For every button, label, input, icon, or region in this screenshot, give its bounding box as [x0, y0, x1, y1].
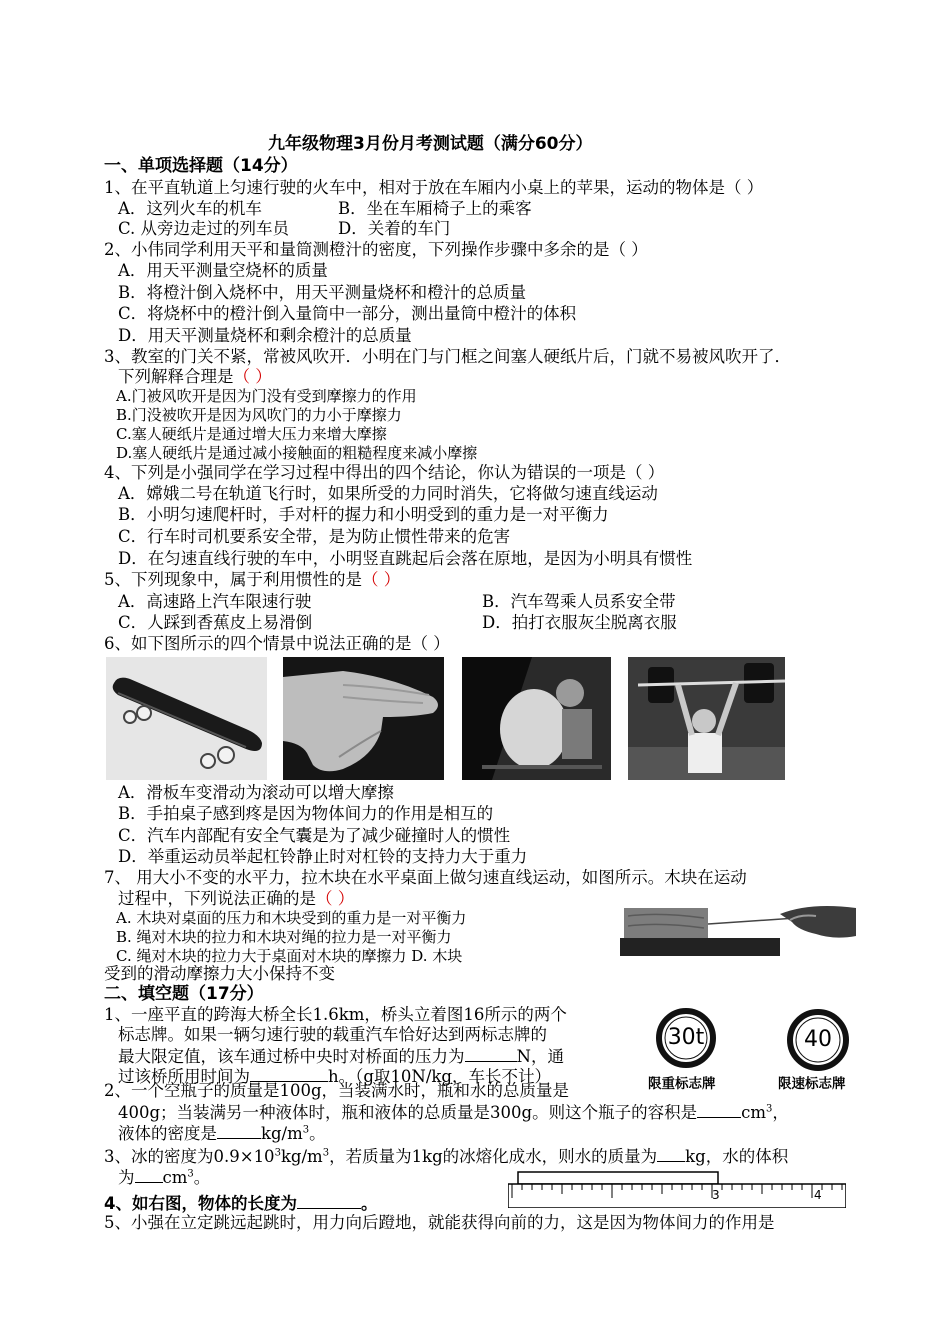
q2-stem: 2、小伟同学利用天平和量筒测橙汁的密度，下列操作步骤中多余的是（ ） [104, 240, 648, 259]
f1-line3 [118, 1045, 564, 1067]
weightlifter-icon [628, 657, 785, 780]
q7-stem-text: 过程中，下列说法正确的是 [118, 889, 316, 908]
q4-option-a: A．嫦娥二号在轨道飞行时，如果所受的力同时消失，它将做匀速直线运动 [118, 484, 658, 503]
f3-text-b: kg/m [280, 1147, 323, 1166]
f3-line1: 3、冰的密度为$0.9\times 10^3kg/m^3$，若质量为1kg的冰熔化成水，则水的质量为 kg，水的体积 [104, 1147, 789, 1166]
q3-option-d: D.塞人硬纸片是通过减小接触面的粗糙程度来减小摩擦 [116, 444, 478, 462]
q7-option-d: 受到的滑动摩擦力大小保持不变 [104, 964, 335, 983]
f1-line1: 1、一座平直的跨海大桥全长1.6km，桥头立着图16所示的两个 [104, 1005, 567, 1024]
q7-option-b: B. 绳对木块的拉力和木块对绳的拉力是一对平衡力 [116, 928, 452, 946]
f2-line3: 液体的密度是 $kg/m^3$。 [118, 1124, 326, 1143]
f2-volume-unit: cm [741, 1103, 767, 1122]
q4-option-d: D．在匀速直线行驶的车中，小明竖直跳起后会落在原地，是因为小明具有惯性 [118, 549, 693, 568]
q6-option-d: D．举重运动员举起杠铃静止时对杠铃的支持力大于重力 [118, 847, 528, 866]
f4-end: 。 [360, 1194, 378, 1213]
q3-stem: 3、教室的门关不紧，常被风吹开．小明在门与门框之间塞人硬纸片后，门就不易被风吹开了． [104, 347, 791, 366]
f3-text-c: ，若质量为1kg的冰熔化成水，则水的质量为 [329, 1147, 658, 1166]
f5-line: 5、小强在立定跳远起跳时，用力向后蹬地，就能获得向前的力，这是因为物体间力的作用是 [104, 1213, 775, 1232]
q1-option-a: A．这列火车的机车 [118, 199, 262, 218]
ruler-label-3: 3 [712, 1188, 720, 1202]
q5-option-b: B．汽车驾乘人员系安全带 [482, 592, 676, 611]
f2-line1: 2、一个空瓶子的质量是100g，当装满水时，瓶和水的总质量是 [104, 1081, 570, 1100]
q5-option-c: C．人踩到香蕉皮上易滑倒 [118, 613, 313, 632]
q7-option-c: C. 绳对木块的拉力大于桌面对木块的摩擦力 D. 木块 [116, 947, 463, 965]
q3-stem-cont [118, 367, 272, 387]
f1-line2: 标志牌。如果一辆匀速行驶的载重汽车恰好达到两标志牌的 [118, 1025, 547, 1044]
q7-option-a: A. 木块对桌面的压力和木块受到的重力是一对平衡力 [116, 909, 467, 927]
f2-line3-text: 液体的密度是 [118, 1124, 217, 1143]
page-title: 九年级物理3月份月考测试题（满分60分） [268, 134, 593, 154]
weight-limit-sign [648, 1008, 736, 1098]
q2-option-d: D．用天平测量烧杯和剩余橙汁的总质量 [118, 326, 412, 345]
f1-time-blank[interactable] [250, 1065, 328, 1082]
airbag-photo [462, 657, 611, 780]
f2-volume-blank[interactable] [697, 1101, 741, 1118]
skateboard-photo [106, 657, 267, 780]
f3-volume-unit: cm [162, 1168, 188, 1187]
section-heading-choice: 一、单项选择题（14分） [104, 156, 298, 176]
q6-option-b: B．手拍桌子感到疼是因为物体间力的作用是相互的 [118, 804, 494, 823]
q5-stem: 5、下列现象中，属于利用惯性的是 [104, 570, 362, 589]
q1-option-b: B．坐在车厢椅子上的乘客 [338, 199, 532, 218]
q2-option-c: C．将烧杯中的橙汁倒入量筒中一部分，测出量筒中橙汁的体积 [118, 304, 577, 323]
section-heading-fill: 二、填空题（17分） [104, 984, 264, 1004]
q1-option-c: C. 从旁边走过的列车员 [118, 219, 290, 238]
ruler-label-4: 4 [814, 1188, 822, 1202]
f1-line4-unit: h。（g取10N/kg，车长不计） [328, 1067, 551, 1086]
q5-answer-paren: （ ） [362, 570, 401, 589]
f3-mass-blank[interactable] [657, 1145, 685, 1162]
q4-option-b: B．小明匀速爬杆时，手对杆的握力和小明受到的重力是一对平衡力 [118, 505, 609, 524]
q7-stem: 7、 用大小不变的水平力，拉木块在水平桌面上做匀速直线运动，如图所示。木块在运动 [104, 868, 747, 887]
q3-option-a: A.门被风吹开是因为门没有受到摩擦力的作用 [116, 387, 417, 405]
f2-line2-text: 400g；当装满另一种液体时，瓶和液体的总质量是300g。则这个瓶子的容积是 [118, 1103, 698, 1122]
speed-limit-label: 限速标志牌 [778, 1076, 846, 1092]
q5-option-d: D．拍打衣服灰尘脱离衣服 [482, 613, 677, 632]
speed-limit-sign [776, 1008, 864, 1098]
f1-line3-unit: N，通 [516, 1047, 564, 1066]
f1-line3-text: 最大限定值，该车通过桥中央时对桥面的压力为 [118, 1047, 465, 1066]
q4-option-c: C．行车时司机要系安全带，是为防止惯性带来的危害 [118, 527, 511, 546]
weight-limit-label: 限重标志牌 [648, 1076, 716, 1092]
weightlifter-photo [628, 657, 785, 780]
weight-limit-value: 30t [667, 1025, 705, 1050]
airbag-icon [462, 657, 611, 780]
q6-option-c: C．汽车内部配有安全气囊是为了减少碰撞时人的惯性 [118, 826, 511, 845]
f4-text: 4、如右图，物体的长度为 [104, 1194, 297, 1213]
f2-line2: 400g；当装满另一种液体时，瓶和液体的总质量是300g。则这个瓶子的容积是 $cm^3$， [118, 1103, 789, 1122]
q5-stem-line [104, 570, 400, 590]
q3-option-c: C.塞人硬纸片是通过增大压力来增大摩擦 [116, 425, 387, 443]
q6-option-a: A．滑板车变滑动为滚动可以增大摩擦 [118, 783, 394, 802]
f2-density-blank[interactable] [217, 1122, 261, 1139]
q2-option-a: A．用天平测量空烧杯的质量 [118, 261, 328, 280]
f4-length-blank[interactable] [297, 1192, 361, 1209]
f3-line2-text: 为 [118, 1168, 135, 1187]
f1-line4-text: 过该桥所用时间为 [118, 1067, 250, 1086]
ruler-figure [508, 1168, 846, 1208]
hand-on-table-photo [283, 657, 444, 780]
q1-option-d: D．关着的车门 [338, 219, 451, 238]
block-on-table-photo [620, 904, 856, 958]
q3-answer-paren: （ ） [233, 367, 272, 386]
ruler-icon [508, 1168, 846, 1208]
q3-option-b: B.门没被吹开是因为风吹门的力小于摩擦力 [116, 406, 402, 424]
q6-stem: 6、如下图所示的四个情景中说法正确的是（ ） [104, 634, 450, 653]
q7-stem-cont [118, 889, 354, 909]
q4-stem: 4、下列是小强同学在学习过程中得出的四个结论，你认为错误的一项是（ ） [104, 463, 665, 482]
f3-volume-blank[interactable] [135, 1166, 163, 1183]
f3-line2: 为 $cm^3$。 [118, 1168, 211, 1187]
f3-text-a: 3、冰的密度为0.9×10 [104, 1147, 275, 1166]
q2-option-b: B．将橙汁倒入烧杯中，用天平测量烧杯和橙汁的总质量 [118, 283, 527, 302]
skateboard-icon [106, 657, 267, 780]
f1-force-blank[interactable] [465, 1045, 517, 1062]
q1-stem: 1、在平直轨道上匀速行驶的火车中，相对于放在车厢内小桌上的苹果，运动的物体是（ ） [104, 178, 764, 197]
hand-icon [283, 657, 444, 780]
speed-limit-value: 40 [804, 1027, 832, 1052]
block-on-table-icon [620, 904, 856, 958]
f3-text-d: kg，水的体积 [685, 1147, 789, 1166]
q5-option-a: A．高速路上汽车限速行驶 [118, 592, 312, 611]
q7-answer-paren: （ ） [316, 889, 355, 908]
q3-stem-text: 下列解释合理是 [118, 367, 234, 386]
f4-line [104, 1192, 377, 1214]
f2-density-unit: kg/m [261, 1124, 303, 1143]
